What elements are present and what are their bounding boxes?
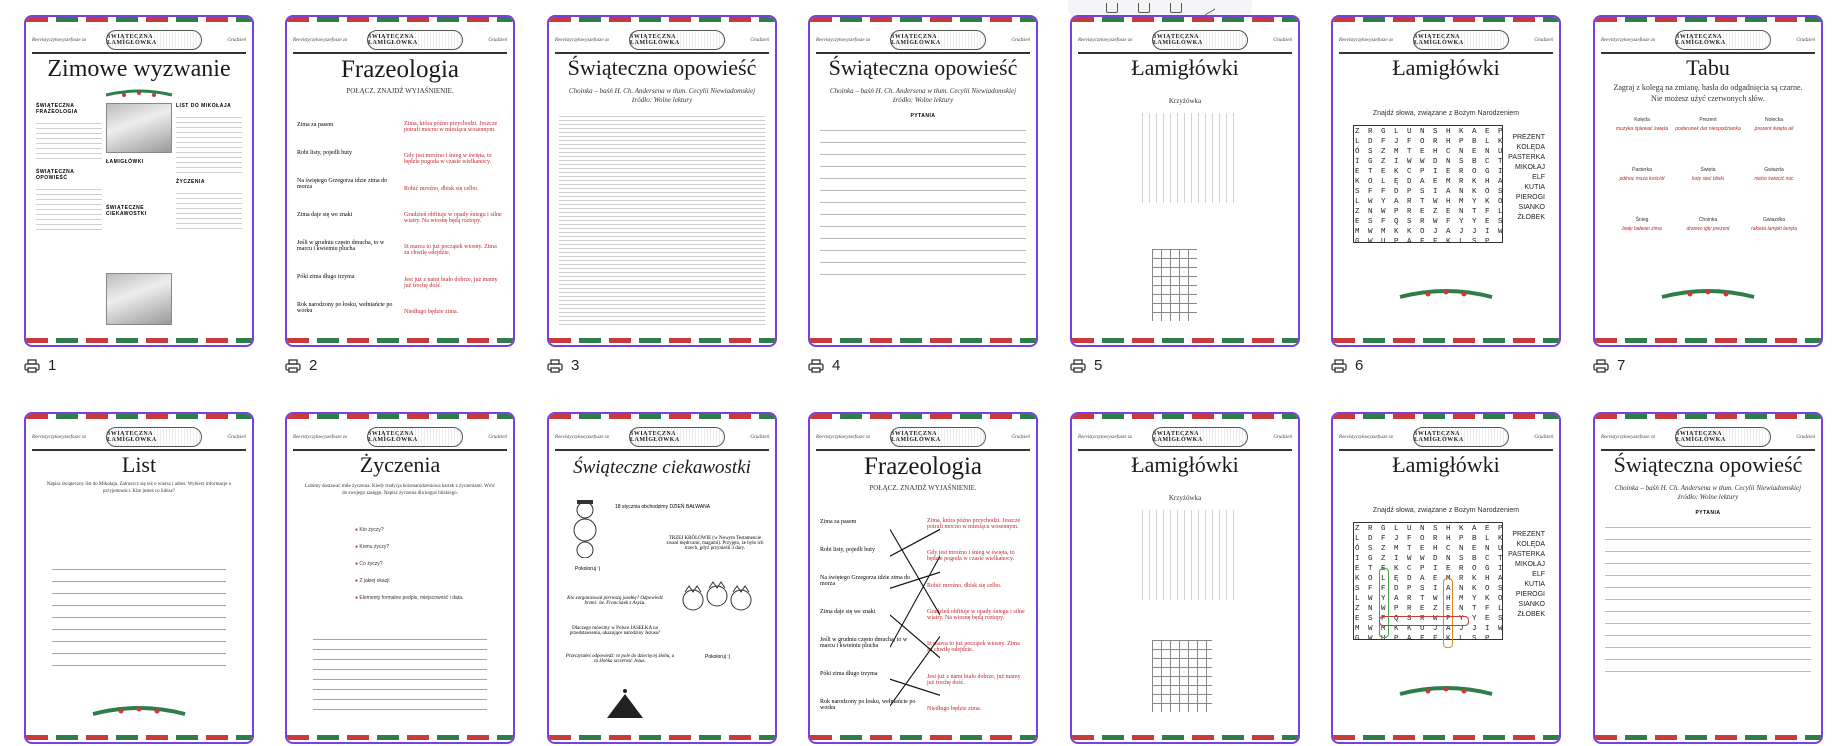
wordsearch-word-list: PREZENT KOLĘDA PASTERKA MIKOŁAJ ELF KUTIA PIEROGI SIANKO ŻŁOBEK (1508, 134, 1545, 221)
tabu-card: Święta koty sieć bliski (1692, 167, 1724, 182)
page-thumbnail-4[interactable]: Reevistyczyławyszefosze zo ŚWIĄTECZNA ŁAMIGŁÓWKA Grudzień Świąteczna opowieść Choinka – baśń H. Ch. Andersena w tłum. Cecylii Niewiadomskiej źródło: Wolne lektury PYTANIA (808, 15, 1038, 347)
holly-icon (104, 85, 174, 103)
page-thumbnail-2[interactable]: Reevistyczyławyszefosze zo ŚWIĄTECZNA ŁAMIGŁÓWKA Grudzień Frazeologia POŁĄCZ. ZNAJDŹ WYJAŚNIENIE. Zima za pasem Robi listy, pojedli buty Na świętego Grzegorza idzie zima do morza Zima daje się we znaki Jeśli w grudniu często dmucha, to w marcu i kwietniu plucha Póki zima długo trzyma Rok narodzony po łosku, wełniańcie po worku Zima, która późno przychodzi. Jeszcze potrafi mocno w miesiącu wosennym. Gdy jest mroźno i śnieg w święta, to będzie pogoda w czasie wielkanocy. Robić mroźno, dbisk się celbo. Grudzień obfituje w opady śniegu i silne wiatry. Na wiosnę będą roztopy. Iż marca to już początek wiosny. Zima za chwilę odejdzie. Jest już z nami biało dobrze, już mamy już trochę dość. Niedługo będzie zima. (285, 15, 515, 347)
tabu-cards (1609, 117, 1807, 267)
crossword-grid (1152, 640, 1212, 712)
printer-icon (24, 359, 40, 373)
page-title: Frazeologia (340, 56, 459, 83)
garland-icon (1398, 682, 1494, 700)
page-label-3[interactable]: 3 (547, 357, 579, 374)
page-title: Łamigłówki (1392, 55, 1500, 80)
crossword-grid (1152, 249, 1197, 321)
printer-icon (285, 359, 301, 373)
wishes-checklist: ● Kto życzy? ● Komu życzy? ● Co życzy? ● Z jakiej okazji ● Elementy formalne podpis, miejscowość i data. (355, 527, 464, 601)
tabu-card: Choinka drzewo igły prezent (1686, 217, 1730, 232)
page-thumbnail-11[interactable]: Reevistyczyławyszefosze zo ŚWIĄTECZNA ŁAMIGŁÓWKA Grudzień Frazeologia POŁĄCZ. ZNAJDŹ WYJAŚNIENIE. Zima za pasem Robi listy, pojedli buty Na świętego Grzegorza idzie zima do morza Zima daje się we znaki Jeśli w grudniu często dmucha, to w marcu i kwietniu plucha Póki zima długo trzyma Rok narodzony po łosku, wełniańcie po worku Zima, która późno przychodzi. Jeszcze potrafi mocno w miesiącu wosennym. Gdy jest mroźno i śnieg w święta, to będzie pogoda w czasie wielkanocy. Robić mroźno, dbisk się celbo. Grudzień obfituje w opady śniegu i silne wiatry. Na wiosnę będą roztopy. Iż marca to już początek wiosny. Zima za chwilę odejdzie. Jest już z nami biało dobrze, już mamy już trochę dość. Niedługo będzie zima. (808, 412, 1038, 744)
printer-icon (1070, 359, 1086, 373)
page-title: Łamigłówki (1392, 452, 1500, 477)
page-thumbnail-6[interactable]: Reevistyczyławyszefosze zo ŚWIĄTECZNA ŁAMIGŁÓWKA Grudzień Łamigłówki Znajdź słowa, związane z Bożym Narodzeniem Z R G L U N S H K A E P L D F J F O R H P B L K Ó S Z M T E H C N E N U I G Z I W W D N S B C T E T E K C P I E R O G I K O L Ę D A E M R K H A S F F D P S I A N K O S L W Y A R T W H M Y K O Z N W P R E Z E N T F L E S F Q S R W F Y Y E S M W M K K O J A J J I W G W U P A F F K L S P PREZENT KOLĘDA PASTERKA MIKOŁAJ ELF KUTIA PIEROGI SIANKO ŻŁOBEK (1331, 15, 1561, 347)
page-title: Życzenia (359, 452, 441, 477)
printer-icon (808, 359, 824, 373)
page-label-1[interactable]: 1 (24, 357, 56, 374)
nativity-icon (605, 688, 645, 718)
page-title: Świąteczna opowieść (828, 55, 1018, 80)
solution-highlight (1379, 568, 1389, 638)
page-title: Łamigłówki (1131, 55, 1239, 80)
page-thumbnail-3[interactable]: Reevistyczyławyszefosze zo ŚWIĄTECZNA ŁAMIGŁÓWKA Grudzień Świąteczna opowieść Choinka – baśń H. Ch. Andersena w tłum. Cecylii Niewiadomskiej źródło: Wolne lektury (547, 15, 777, 347)
printer-icon (1593, 359, 1609, 373)
page-thumbnail-5[interactable]: Reevistyczyławyszefosze zo ŚWIĄTECZNA ŁAMIGŁÓWKA Grudzień Łamigłówki Krzyżówka (1070, 15, 1300, 347)
tabu-card: Gwiazda niebo świecić noc (1754, 167, 1794, 182)
toolbar-icon-3[interactable] (1170, 3, 1182, 13)
page-label-5[interactable]: 5 (1070, 357, 1102, 374)
page-title: List (121, 452, 157, 477)
page-label-2[interactable]: 2 (285, 357, 317, 374)
tabu-card: Nolecka prezent święta ali (1754, 117, 1794, 132)
tabu-card: Pasterka północ msza kościół (1619, 167, 1665, 182)
page-title: Frazeologia (863, 453, 982, 480)
wordsearch-word-list: PREZENT KOLĘDA PASTERKA MIKOŁAJ ELF KUTIA PIEROGI SIANKO ŻŁOBEK (1508, 531, 1545, 618)
page-thumbnail-14[interactable]: Reevistyczyławyszefosze zo ŚWIĄTECZNA ŁAMIGŁÓWKA Grudzień Świąteczna opowieść Choinka – baśń H. Ch. Andersena w tłum. Cecylii Niewiadomskiej źródło: Wolne lektury PYTANIA (1593, 412, 1823, 744)
explanation-column: Zima, która późno przychodzi. Jeszcze potrafi mocno w miesiącu wosennym. Gdy jest mroźno i śnieg w święta, to będzie pogoda w czasie wielkanocy. Robić mroźno, dbisk się celbo. Grudzień obfituje w opady śniegu i silne wiatry. Na wiosnę będą roztopy. Iż marca to już początek wiosny. Zima za chwilę odejdzie. Jest już z nami biało dobrze, już mamy już trochę dość. Niedługo będzie zima. (404, 121, 502, 315)
masthead: Reevistyczyławyszefosze zo ŚWIĄTECZNA ŁAMIGŁÓWKA Grudzień (32, 29, 246, 51)
page-title: Tabu (1686, 55, 1730, 80)
garland-icon (1660, 285, 1756, 303)
photo (106, 273, 172, 325)
page-label-6[interactable]: 6 (1331, 357, 1363, 374)
toolbar-icon-4[interactable] (1200, 1, 1215, 16)
page-title: Łamigłówki (1131, 452, 1239, 477)
tabu-card: Gwiazdka rakieta lampki lampa (1751, 217, 1797, 232)
page-label-7[interactable]: 7 (1593, 357, 1625, 374)
matching-lines (890, 508, 940, 722)
wordsearch-grid: Z R G L U N S H K A E P L D F J F O R H P B L K Ó S Z M T E H C N E N U I G Z I W W D N S B C T E T E K C P I E R O G I K O L Ę D A E M R K H A S F F D P S I A N K O S L W Y A R T W H M Y K O Z N W P R E Z E N T F L E S F Q S R W F Y Y E S M W M K K O J A J J I W G W U P A F F K L S P (1353, 522, 1503, 640)
page-thumbnail-10[interactable]: Reevistyczyławyszefosze zo ŚWIĄTECZNA ŁAMIGŁÓWKA Grudzień Świąteczne ciekawostki 18 stycznia obchodzimy DZIEŃ BAŁWANA Pokoloruj :) TRZEJ KRÓLOWIE (w Nowym Testamencie zwani mędrcami, magami). Przyjęto, że było ich trzech, gdyż przynieśli 3 dary. Kto zorganizował pierwszą jasełkę? Odpowiedź brzmi: św. Franciszek z Asyżu. Dlaczego mówimy w Polsce JASEŁKA na przedstawienia, ukazujące narodziny Jezusa? Pokoloruj :) Przeczytałeś odpowiedź: to pole do dziecięcej żłobu, a to żłobka szczerość Jezus. (547, 412, 777, 744)
phrase-column: Zima za pasem Robi listy, pojedli buty Na świętego Grzegorza idzie zima do morza Zima daje się we znaki Jeśli w grudniu często dmucha, to w marcu i kwietniu plucha Póki zima długo trzyma Rok narodzony po łosku, wełniańcie po worku (297, 122, 393, 314)
page-thumbnail-7[interactable]: Reevistyczyławyszefosze zo ŚWIĄTECZNA ŁAMIGŁÓWKA Grudzień Tabu Zagraj z kolegą na zmianę, hasła do odgadnięcia są czarne. Nie możesz użyć czerwonych słów. Kolęda muzyka śpiewać święta Prezent podarunek dar niespodzianka Nolecka prezent święta ali Pasterka północ msza kościół Święta koty sieć bliski Gwiazda niebo świecić noc Śnieg biały bałwan zima Choinka drzewo igły prezent Gwiazdka rakieta lampki lampa (1593, 15, 1823, 347)
printer-icon (1331, 359, 1347, 373)
page-title: Zimowe wyzwanie (47, 56, 231, 82)
tabu-card: Śnieg biały bałwan zima (1622, 217, 1662, 232)
garland-icon (1398, 285, 1494, 303)
page-label-4[interactable]: 4 (808, 357, 840, 374)
page-thumbnail-13[interactable]: Reevistyczyławyszefosze zo ŚWIĄTECZNA ŁAMIGŁÓWKA Grudzień Łamigłówki Znajdź słowa, związane z Bożym Narodzeniem Z R G L U N S H K A E P L D F J F O R H P B L K Ó S Z M T E H C N E N U I G Z I W W D N S B C T E T E K C P I E R O G I K O L Ę D A E M R K H A S F F D P S I A N K O S L W Y A R T W H M Y K O Z N W P R E Z E N T F L E S F Q S R W F Y Y E S M W M K K O J A J J I W G W U P A F F K L S P PREZENT KOLĘDA PASTERKA MIKOŁAJ ELF KUTIA PIEROGI SIANKO ŻŁOBEK (1331, 412, 1561, 744)
masthead: Reevistyczyławyszefosze zo ŚWIĄTECZNA ŁAMIGŁÓWKA Grudzień (293, 29, 507, 51)
tabu-card: Kolęda muzyka śpiewać święta (1615, 117, 1669, 132)
crossword-clues (1136, 113, 1236, 203)
stripe-decoration (26, 338, 252, 343)
page-title: Świąteczne ciekawostki (573, 457, 751, 478)
floating-toolbar[interactable] (1070, 0, 1250, 16)
page-title: Świąteczna opowieść (567, 55, 757, 80)
garland-icon (91, 702, 187, 720)
solution-highlight (1443, 578, 1453, 648)
page-thumbnail-9[interactable]: Reevistyczyławyszefosze zo ŚWIĄTECZNA ŁAMIGŁÓWKA Grudzień Życzenia Lubimy dostawać miłe życzenia. Kiedy tradycja bożonarodzeniowa kartek z życzeniami. Wróć do swojego zasięgu. Napisz życzenia dla kogoś bliskiego. ● Kto życzy? ● Komu życzy? ● Co życzy? ● Z jakiej okazji ● Elementy formalne podpis, miejscowość i data. (285, 412, 515, 744)
solution-highlight (1379, 616, 1469, 626)
toolbar-icon-2[interactable] (1138, 3, 1150, 13)
page-thumbnail-1[interactable]: Reevistyczyławyszefosze zo ŚWIĄTECZNA ŁAMIGŁÓWKA Grudzień Zimowe wyzwanie ŚWIĄTECZNA FRAZEOLOGIA ŚWIĄTECZNA OPOWIEŚĆ ŁAMIGŁÓWKI ŚWIĄTECZNE CIEKAWOSTKI LIST DO MIKOŁAJA ŻYCZENIA (24, 15, 254, 347)
photo (106, 103, 172, 153)
page-title: Świąteczna opowieść (1613, 452, 1803, 477)
page-thumbnail-8[interactable]: Reevistyczyławyszefosze zo ŚWIĄTECZNA ŁAMIGŁÓWKA Grudzień List Napisz świąteczny list do Mikołaja. Zatroszcz się też o wiersz i adres. Wybierz informacje o przyjemności. Kim jesteś co lubisz? (24, 412, 254, 744)
page-thumbnail-12[interactable]: Reevistyczyławyszefosze zo ŚWIĄTECZNA ŁAMIGŁÓWKA Grudzień Łamigłówki Krzyżówka (1070, 412, 1300, 744)
masthead-seal: ŚWIĄTECZNA ŁAMIGŁÓWKA (106, 30, 202, 50)
toolbar-icon-1[interactable] (1106, 3, 1118, 13)
printer-icon (547, 359, 563, 373)
three-kings-icon (677, 578, 757, 638)
tabu-card: Prezent podarunek dar niespodzianka (1675, 117, 1741, 132)
snowman-icon (565, 498, 605, 558)
wordsearch-grid: Z R G L U N S H K A E P L D F J F O R H P B L K Ó S Z M T E H C N E N U I G Z I W W D N S B C T E T E K C P I E R O G I K O L Ę D A E M R K H A S F F D P S I A N K O S L W Y A R T W H M Y K O Z N W P R E Z E N T F L E S F Q S R W F Y Y E S M W M K K O J A J J I W G W U P A F F K L S P (1353, 125, 1503, 243)
